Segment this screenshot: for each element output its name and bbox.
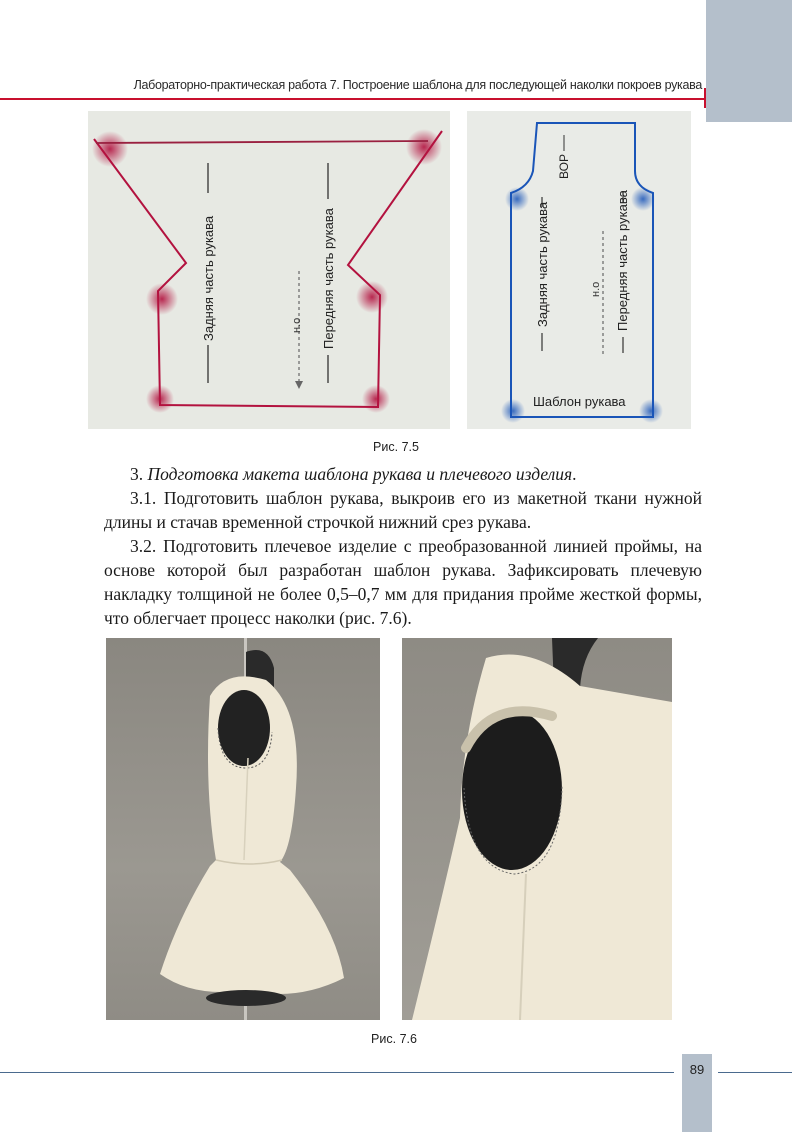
footer-rule-right <box>718 1072 792 1073</box>
label-front-part-right: Передняя часть рукава <box>615 190 630 331</box>
header-tick <box>704 88 706 108</box>
mannequin-side-drawing <box>106 638 380 1020</box>
paragraph-3: 3. Подготовка макета шаблона рукава и плечевого изделия. <box>130 464 577 484</box>
figure-7-6-left-photo <box>106 638 380 1020</box>
label-template: Шаблон рукава <box>533 394 626 409</box>
mannequin-closeup-drawing <box>402 638 672 1020</box>
label-back-part: Задняя часть рукава <box>201 215 216 341</box>
figure-7-5-right-photo <box>467 111 691 429</box>
header-rule <box>0 98 706 100</box>
corner-tab <box>706 0 792 122</box>
page-number: 89 <box>689 1062 705 1077</box>
label-back-part-right: Задняя часть рукава <box>535 201 550 327</box>
figure-7-5-caption: Рис. 7.5 <box>373 440 419 454</box>
label-grain: н.о <box>291 317 303 333</box>
paragraph-3-2: 3.2. Подготовить плечевое изделие с преобразованной линией проймы, на основе которой был разработан шаблон рукава. Зафиксировать плечевую накладку толщиной не более 0,5–0,7 мм для придания пройме жесткой формы, что облегчает процесс наколки (рис. 7.6). <box>104 536 702 628</box>
label-grain-right: н.о <box>590 281 602 297</box>
sleeve-template-drawing <box>467 111 691 429</box>
label-front-part: Передняя часть рукава <box>321 208 336 349</box>
footer-rule-left <box>0 1072 674 1073</box>
sleeve-pattern-drawing <box>88 111 450 429</box>
label-vop: ВОР <box>557 154 571 179</box>
paragraph-3-1: 3.1. Подготовить шаблон рукава, выкроив его из макетной ткани нужной длины и стачав временной строчкой нижний срез рукава. <box>104 488 702 532</box>
running-head: Лабораторно-практическая работа 7. Построение шаблона для последующей наколки покроев рукава <box>133 78 702 92</box>
figure-7-5-left-photo <box>88 111 450 429</box>
figure-7-6-caption: Рис. 7.6 <box>371 1032 417 1046</box>
figure-7-6-right-photo <box>402 638 672 1020</box>
paragraph-3-heading: Подготовка макета шаблона рукава и плечевого изделия <box>147 464 573 484</box>
body-text <box>104 462 702 630</box>
